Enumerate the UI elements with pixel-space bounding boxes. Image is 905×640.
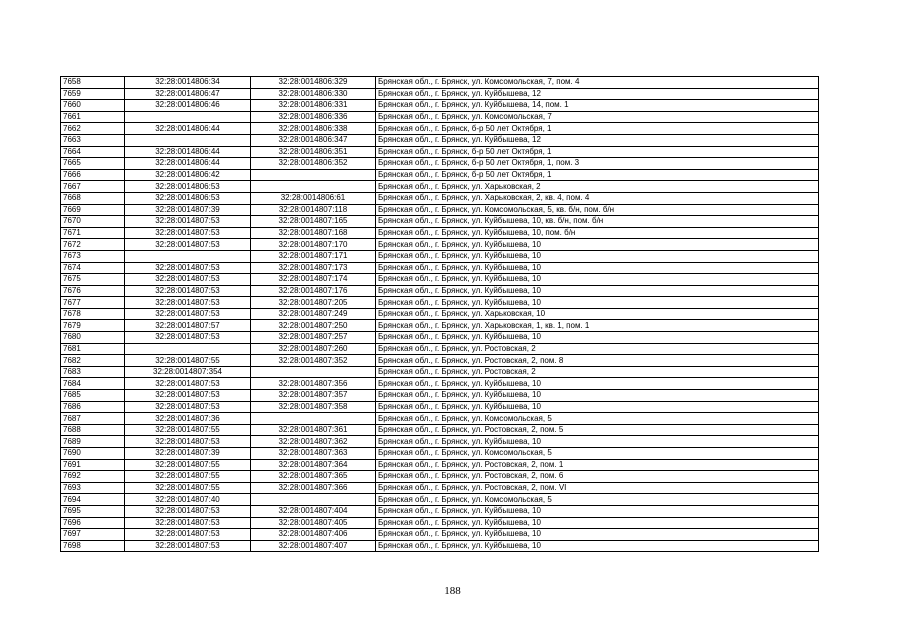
object-number: 32:28:0014806:352: [251, 158, 376, 170]
address: Брянская обл., г. Брянск, ул. Куйбышева, 10: [376, 297, 819, 309]
table-row: [61, 250, 819, 262]
address: Брянская обл., г. Брянск, ул. Куйбышева, 14, пом. 1: [376, 100, 819, 112]
address: Брянская обл., г. Брянск, ул. Куйбышева, 10: [376, 436, 819, 448]
row-number: 7663: [61, 134, 125, 146]
address: Брянская обл., г. Брянск, ул. Ростовская, 2: [376, 366, 819, 378]
row-number: 7685: [61, 390, 125, 402]
row-number: 7691: [61, 459, 125, 471]
parcel-number: 32:28:0014807:40: [125, 494, 251, 506]
table-row: [61, 401, 819, 413]
address: Брянская обл., г. Брянск, ул. Куйбышева, 10: [376, 239, 819, 251]
parcel-number: 32:28:0014807:53: [125, 262, 251, 274]
table-row: [61, 436, 819, 448]
address: Брянская обл., г. Брянск, ул. Куйбышева, 10: [376, 540, 819, 552]
row-number: 7678: [61, 308, 125, 320]
parcel-number: [125, 343, 251, 355]
row-number: 7662: [61, 123, 125, 135]
table-row: [61, 366, 819, 378]
row-number: 7674: [61, 262, 125, 274]
object-number: [251, 413, 376, 425]
row-number: 7673: [61, 250, 125, 262]
address: Брянская обл., г. Брянск, ул. Ростовская, 2: [376, 343, 819, 355]
parcel-number: 32:28:0014807:55: [125, 424, 251, 436]
row-number: 7675: [61, 274, 125, 286]
table-row: [61, 227, 819, 239]
row-number: 7683: [61, 366, 125, 378]
parcel-number: 32:28:0014807:53: [125, 297, 251, 309]
table-row: [61, 505, 819, 517]
object-number: 32:28:0014807:407: [251, 540, 376, 552]
parcel-number: 32:28:0014807:36: [125, 413, 251, 425]
object-number: 32:28:0014807:363: [251, 448, 376, 460]
parcel-number: 32:28:0014807:53: [125, 436, 251, 448]
table-row: [61, 424, 819, 436]
table-row: [61, 482, 819, 494]
address: Брянская обл., г. Брянск, ул. Куйбышева, 12: [376, 88, 819, 100]
object-number: 32:28:0014807:356: [251, 378, 376, 390]
address: Брянская обл., г. Брянск, ул. Куйбышева, 10, кв. б/н, пом. б/н: [376, 216, 819, 228]
object-number: 32:28:0014806:330: [251, 88, 376, 100]
address: Брянская обл., г. Брянск, ул. Харьковская, 10: [376, 308, 819, 320]
object-number: [251, 366, 376, 378]
object-number: 32:28:0014807:365: [251, 471, 376, 483]
address: Брянская обл., г. Брянск, ул. Куйбышева, 10: [376, 285, 819, 297]
table-row: [61, 123, 819, 135]
parcel-number: 32:28:0014807:57: [125, 320, 251, 332]
parcel-number: 32:28:0014807:53: [125, 505, 251, 517]
parcel-number: 32:28:0014806:47: [125, 88, 251, 100]
table-row: [61, 192, 819, 204]
object-number: [251, 169, 376, 181]
table-row: [61, 169, 819, 181]
table-row: [61, 285, 819, 297]
address: Брянская обл., г. Брянск, ул. Комсомольская, 5: [376, 413, 819, 425]
row-number: 7687: [61, 413, 125, 425]
row-number: 7686: [61, 401, 125, 413]
row-number: 7670: [61, 216, 125, 228]
row-number: 7690: [61, 448, 125, 460]
table-row: [61, 517, 819, 529]
row-number: 7660: [61, 100, 125, 112]
page-number: 188: [444, 585, 461, 597]
address: Брянская обл., г. Брянск, ул. Ростовская, 2, пом. 6: [376, 471, 819, 483]
address: Брянская обл., г. Брянск, б-р 50 лет Октября, 1: [376, 146, 819, 158]
address: Брянская обл., г. Брянск, ул. Куйбышева, 12: [376, 134, 819, 146]
table-row: [61, 88, 819, 100]
parcel-number: 32:28:0014806:44: [125, 158, 251, 170]
parcel-number: 32:28:0014807:55: [125, 471, 251, 483]
row-number: 7681: [61, 343, 125, 355]
object-number: 32:28:0014806:351: [251, 146, 376, 158]
parcel-number: 32:28:0014807:39: [125, 204, 251, 216]
address: Брянская обл., г. Брянск, б-р 50 лет Октября, 1: [376, 123, 819, 135]
table-row: [61, 540, 819, 552]
parcel-number: 32:28:0014806:46: [125, 100, 251, 112]
table-row: [61, 146, 819, 158]
parcel-number: 32:28:0014807:53: [125, 308, 251, 320]
address: Брянская обл., г. Брянск, ул. Куйбышева, 10: [376, 529, 819, 541]
object-number: [251, 181, 376, 193]
parcel-number: [125, 134, 251, 146]
object-number: [251, 494, 376, 506]
parcel-number: 32:28:0014807:53: [125, 227, 251, 239]
table-row: [61, 320, 819, 332]
parcel-number: 32:28:0014807:53: [125, 216, 251, 228]
address: Брянская обл., г. Брянск, ул. Харьковская, 2: [376, 181, 819, 193]
table-row: [61, 390, 819, 402]
parcel-number: 32:28:0014807:53: [125, 378, 251, 390]
object-number: 32:28:0014807:171: [251, 250, 376, 262]
address: Брянская обл., г. Брянск, б-р 50 лет Октября, 1: [376, 169, 819, 181]
address: Брянская обл., г. Брянск, ул. Куйбышева, 10: [376, 250, 819, 262]
address: Брянская обл., г. Брянск, ул. Комсомольская, 7, пом. 4: [376, 77, 819, 89]
table-row: [61, 448, 819, 460]
object-number: 32:28:0014807:362: [251, 436, 376, 448]
row-number: 7692: [61, 471, 125, 483]
parcel-number: 32:28:0014807:55: [125, 482, 251, 494]
table-row: [61, 77, 819, 89]
address: Брянская обл., г. Брянск, ул. Ростовская, 2, пом. 5: [376, 424, 819, 436]
object-number: 32:28:0014807:406: [251, 529, 376, 541]
parcel-number: 32:28:0014806:44: [125, 123, 251, 135]
object-number: 32:28:0014807:168: [251, 227, 376, 239]
object-number: 32:28:0014807:357: [251, 390, 376, 402]
parcel-number: 32:28:0014807:354: [125, 366, 251, 378]
address: Брянская обл., г. Брянск, ул. Куйбышева, 10: [376, 517, 819, 529]
table-row: [61, 239, 819, 251]
object-number: 32:28:0014807:405: [251, 517, 376, 529]
table-row: [61, 158, 819, 170]
parcel-number: 32:28:0014806:53: [125, 181, 251, 193]
table-row: [61, 216, 819, 228]
row-number: 7695: [61, 505, 125, 517]
object-number: 32:28:0014807:176: [251, 285, 376, 297]
parcel-number: 32:28:0014807:53: [125, 239, 251, 251]
object-number: 32:28:0014806:329: [251, 77, 376, 89]
object-number: 32:28:0014807:250: [251, 320, 376, 332]
object-number: 32:28:0014806:61: [251, 192, 376, 204]
table-row: [61, 332, 819, 344]
row-number: 7671: [61, 227, 125, 239]
parcel-number: 32:28:0014807:53: [125, 529, 251, 541]
table-row: [61, 134, 819, 146]
row-number: 7659: [61, 88, 125, 100]
object-number: 32:28:0014807:364: [251, 459, 376, 471]
parcel-number: 32:28:0014807:53: [125, 285, 251, 297]
object-number: 32:28:0014807:205: [251, 297, 376, 309]
row-number: 7664: [61, 146, 125, 158]
cadastral-table: [60, 76, 819, 552]
table-row: [61, 413, 819, 425]
parcel-number: 32:28:0014807:53: [125, 540, 251, 552]
object-number: 32:28:0014807:404: [251, 505, 376, 517]
table-row: [61, 471, 819, 483]
object-number: 32:28:0014807:170: [251, 239, 376, 251]
table-row: [61, 181, 819, 193]
object-number: 32:28:0014807:118: [251, 204, 376, 216]
parcel-number: 32:28:0014806:42: [125, 169, 251, 181]
table-row: [61, 204, 819, 216]
address: Брянская обл., г. Брянск, ул. Куйбышева, 10: [376, 390, 819, 402]
table-row: [61, 343, 819, 355]
address: Брянская обл., г. Брянск, ул. Ростовская, 2, пом. 8: [376, 355, 819, 367]
row-number: 7688: [61, 424, 125, 436]
address: Брянская обл., г. Брянск, ул. Куйбышева, 10: [376, 332, 819, 344]
parcel-number: 32:28:0014806:44: [125, 146, 251, 158]
table-row: [61, 111, 819, 123]
address: Брянская обл., г. Брянск, ул. Харьковская, 2, кв. 4, пом. 4: [376, 192, 819, 204]
row-number: 7669: [61, 204, 125, 216]
parcel-number: 32:28:0014806:53: [125, 192, 251, 204]
table-row: [61, 297, 819, 309]
address: Брянская обл., г. Брянск, ул. Харьковская, 1, кв. 1, пом. 1: [376, 320, 819, 332]
address: Брянская обл., г. Брянск, ул. Куйбышева, 10: [376, 505, 819, 517]
object-number: 32:28:0014807:352: [251, 355, 376, 367]
row-number: 7680: [61, 332, 125, 344]
parcel-number: 32:28:0014807:53: [125, 332, 251, 344]
parcel-number: 32:28:0014807:55: [125, 355, 251, 367]
parcel-number: 32:28:0014807:55: [125, 459, 251, 471]
table-row: [61, 100, 819, 112]
address: Брянская обл., г. Брянск, ул. Куйбышева, 10: [376, 274, 819, 286]
object-number: 32:28:0014806:336: [251, 111, 376, 123]
row-number: 7658: [61, 77, 125, 89]
address: Брянская обл., г. Брянск, ул. Куйбышева, 10: [376, 262, 819, 274]
parcel-number: 32:28:0014807:53: [125, 390, 251, 402]
object-number: 32:28:0014807:361: [251, 424, 376, 436]
parcel-number: 32:28:0014807:53: [125, 401, 251, 413]
object-number: 32:28:0014807:173: [251, 262, 376, 274]
address: Брянская обл., г. Брянск, ул. Куйбышева, 10: [376, 401, 819, 413]
parcel-number: 32:28:0014807:39: [125, 448, 251, 460]
address: Брянская обл., г. Брянск, ул. Комсомольская, 5: [376, 448, 819, 460]
object-number: 32:28:0014807:358: [251, 401, 376, 413]
row-number: 7665: [61, 158, 125, 170]
object-number: 32:28:0014807:249: [251, 308, 376, 320]
address: Брянская обл., г. Брянск, ул. Комсомольская, 5, кв. б/н, пом. б/н: [376, 204, 819, 216]
table-row: [61, 308, 819, 320]
object-number: 32:28:0014807:257: [251, 332, 376, 344]
row-number: 7667: [61, 181, 125, 193]
row-number: 7693: [61, 482, 125, 494]
table-row: [61, 494, 819, 506]
row-number: 7672: [61, 239, 125, 251]
parcel-number: 32:28:0014806:34: [125, 77, 251, 89]
address: Брянская обл., г. Брянск, ул. Комсомольская, 7: [376, 111, 819, 123]
object-number: 32:28:0014806:331: [251, 100, 376, 112]
table-row: [61, 274, 819, 286]
address: Брянская обл., г. Брянск, ул. Куйбышева, 10: [376, 378, 819, 390]
object-number: 32:28:0014806:347: [251, 134, 376, 146]
table-row: [61, 262, 819, 274]
row-number: 7682: [61, 355, 125, 367]
parcel-number: [125, 250, 251, 262]
address: Брянская обл., г. Брянск, б-р 50 лет Октября, 1, пом. 3: [376, 158, 819, 170]
row-number: 7684: [61, 378, 125, 390]
address: Брянская обл., г. Брянск, ул. Ростовская, 2, пом. VI: [376, 482, 819, 494]
table-body: [61, 77, 819, 552]
row-number: 7677: [61, 297, 125, 309]
table-row: [61, 529, 819, 541]
row-number: 7696: [61, 517, 125, 529]
row-number: 7689: [61, 436, 125, 448]
row-number: 7666: [61, 169, 125, 181]
parcel-number: [125, 111, 251, 123]
object-number: 32:28:0014807:165: [251, 216, 376, 228]
address: Брянская обл., г. Брянск, ул. Комсомольская, 5: [376, 494, 819, 506]
table-row: [61, 378, 819, 390]
parcel-number: 32:28:0014807:53: [125, 517, 251, 529]
row-number: 7679: [61, 320, 125, 332]
address: Брянская обл., г. Брянск, ул. Ростовская, 2, пом. 1: [376, 459, 819, 471]
row-number: 7697: [61, 529, 125, 541]
object-number: 32:28:0014807:174: [251, 274, 376, 286]
parcel-number: 32:28:0014807:53: [125, 274, 251, 286]
object-number: 32:28:0014806:338: [251, 123, 376, 135]
address: Брянская обл., г. Брянск, ул. Куйбышева, 10, пом. б/н: [376, 227, 819, 239]
table-row: [61, 459, 819, 471]
table-row: [61, 355, 819, 367]
object-number: 32:28:0014807:260: [251, 343, 376, 355]
row-number: 7668: [61, 192, 125, 204]
row-number: 7698: [61, 540, 125, 552]
row-number: 7694: [61, 494, 125, 506]
row-number: 7661: [61, 111, 125, 123]
object-number: 32:28:0014807:366: [251, 482, 376, 494]
row-number: 7676: [61, 285, 125, 297]
